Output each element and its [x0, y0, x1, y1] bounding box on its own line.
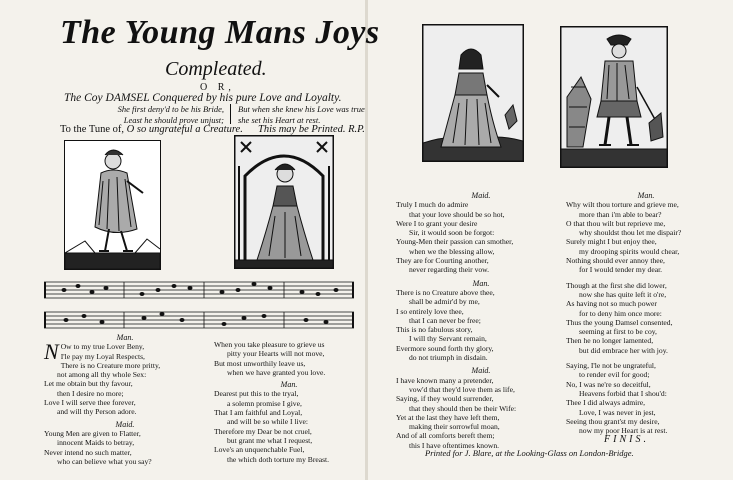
tune-line: To the Tune of, O so ungrateful a Creature.	[60, 124, 243, 135]
woodcut-damsel	[234, 135, 334, 269]
printing-licence: This may be Printed. R.P.	[258, 124, 365, 135]
verse-column-3: Maid. Truly I much do admire that your love should be so hot, Were I to grant your desire Sir, it would soon be forgot: Young-Men their passion can smother, when we the blessing allow, They are for Courting another, never regarding their vow. Man. There is no Creature above thee, shall be admir'd by me, I so entirely love thee, that I can never be free; This is no fabulous story, I will thy Servant remain, Evermore sound forth thy glory, do not triumph in disdain. Maid. I have known many a pretender, vow'd that they'd love them as life, Saying, if they would surrender, that they should then be their Wife: Yet at the last they have left them, making their sorrowful moan, And of all comforts bereft them; this I have oftentimes known.	[396, 191, 517, 450]
woodcut-young-man	[64, 140, 161, 270]
woodcut-maid	[422, 24, 524, 162]
music-notation	[44, 278, 354, 334]
verse-column-4: Man. Why wilt thou torture and grieve me, more than i'm able to bear? O that thou wilt but reprieve me, why shouldst thou let me dispair? Surely might I but enjoy thee, my drooping spirits would chear, Nothing should ever annoy thee, for I would tender my dear. Though at the first she did lower, now she has quite left it o're, As having not so much power for to deny him once more: Thus the young Damsel consented, seeming at first to be coy, Then he no longer lamented, but did embrace her with joy. Saying, I'le not be ungrateful, to render evil for good; No, I was ne're so deceitful, Heavens forbid that I shou'd: Thee I did always admire, Love, I was never in jest, Seeing thou grant'st my desire, now my poor Heart is at rest.	[566, 191, 682, 436]
ballad-title: The Young Mans Joys	[60, 14, 380, 51]
or-line: O R,	[200, 82, 235, 93]
finis-mark: FINIS.	[604, 434, 649, 445]
verse-column-2: When you take pleasure to grieve us pitty your Hearts will not move, But most unworthily leave us, when we have granted you love. Man. Dearest put this to the tryal, a solemn promise I give, That I am faithful and Loyal, and will be so while I live: Therefore my Dear be not cruel, but grant me what I request, Love's an unquenchable Fuel, the which doth torture my Breast.	[214, 340, 330, 464]
printer-imprint: Printed for J. Blare, at the Looking-Glass on London-Bridge.	[425, 448, 634, 458]
verse-column-1: Man. N Ow to my true Lover Beny, I'le pay my Loyal Respects, There is no Creature more pritty, not among all thy whole Sex: Let me obtain but thy favour, then I desire no more; Love I will serve thee forever, and will thy Person adore. Maid. Young Men are given to Flatter, innocent Maids to betray, Never intend no such matter, who can believe what you say?	[44, 333, 161, 466]
couplet-divider	[230, 104, 231, 124]
ballad-subtitle-compleated: Compleated.	[165, 58, 267, 80]
page-gutter	[365, 0, 368, 480]
couplet-left: She first deny'd to be his Bride, Least he should prove unjust;	[117, 104, 224, 125]
ballad-subtitle: The Coy DAMSEL Conquered by his pure Love and Loyalty.	[64, 92, 342, 104]
woodcut-cavalier	[560, 26, 668, 168]
couplet-right: But when she knew his Love was true she set his Heart at rest.	[238, 104, 365, 125]
